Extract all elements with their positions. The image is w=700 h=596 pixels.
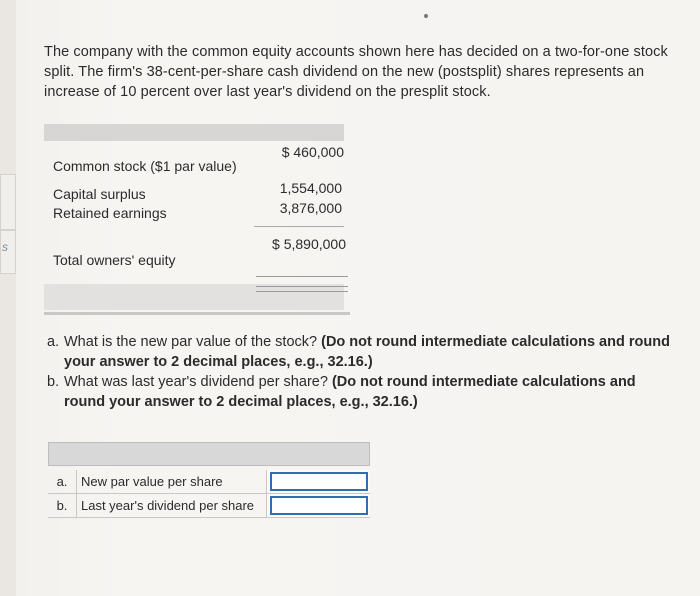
answer-letter: b. [48, 494, 76, 518]
new-par-value-input[interactable] [270, 472, 368, 491]
retained-earnings-label: Retained earnings [53, 205, 167, 221]
retained-earnings-value: 3,876,000 [279, 200, 342, 216]
answer-table-header [48, 442, 370, 466]
equity-table-bottom-rule [44, 312, 350, 315]
question-letter: b. [47, 374, 60, 390]
equity-table [44, 124, 350, 316]
last-year-dividend-input[interactable] [270, 496, 368, 515]
problem-intro: The company with the common equity accounts shown here has decided on a two-for-one stock split. The firm's 38-cent-per-share cash dividend on the new (postsplit) shares represents an increase of 10 percent over last year's dividend on the presplit stock. [44, 44, 668, 100]
question-b [44, 372, 674, 412]
answer-row-a [48, 470, 370, 495]
edge-letter: s [2, 240, 8, 254]
left-edge-panel [0, 0, 16, 596]
answer-cell [266, 494, 370, 518]
answer-letter: a. [48, 470, 76, 494]
question-a [44, 332, 674, 372]
capital-surplus-value: 1,554,000 [279, 180, 342, 196]
total-equity-label: Total owners' equity [53, 252, 176, 268]
common-stock-label: Common stock ($1 par value) [53, 158, 237, 174]
total-double-rule [256, 286, 348, 287]
question-letter: a. [47, 334, 60, 350]
answer-cell [266, 470, 370, 494]
cursor-dot [424, 14, 428, 18]
answer-label: Last year's dividend per share [76, 494, 266, 518]
question-list [44, 332, 674, 412]
capital-surplus-label: Capital surplus [53, 186, 146, 202]
answer-row-b [48, 494, 370, 519]
total-equity-value: $ 5,890,000 [272, 236, 346, 252]
question-instruction: (Do not round intermediate calculations and round your answer to 2 decimal places, e.g., 32.16.) [64, 374, 636, 410]
edge-tab [0, 174, 16, 230]
answer-label: New par value per share [76, 470, 266, 494]
common-stock-value: $ 460,000 [281, 144, 344, 160]
total-double-rule [256, 276, 348, 277]
equity-table-footer [44, 284, 344, 310]
subtotal-rule [254, 226, 344, 227]
equity-table-header [44, 124, 344, 141]
question-text: What is the new par value of the stock? [64, 334, 322, 350]
question-instruction: (Do not round intermediate calculations and round your answer to 2 decimal places, e.g., 32.16.) [64, 334, 670, 370]
question-text: What was last year's dividend per share? [64, 374, 332, 390]
total-double-rule [256, 291, 348, 292]
